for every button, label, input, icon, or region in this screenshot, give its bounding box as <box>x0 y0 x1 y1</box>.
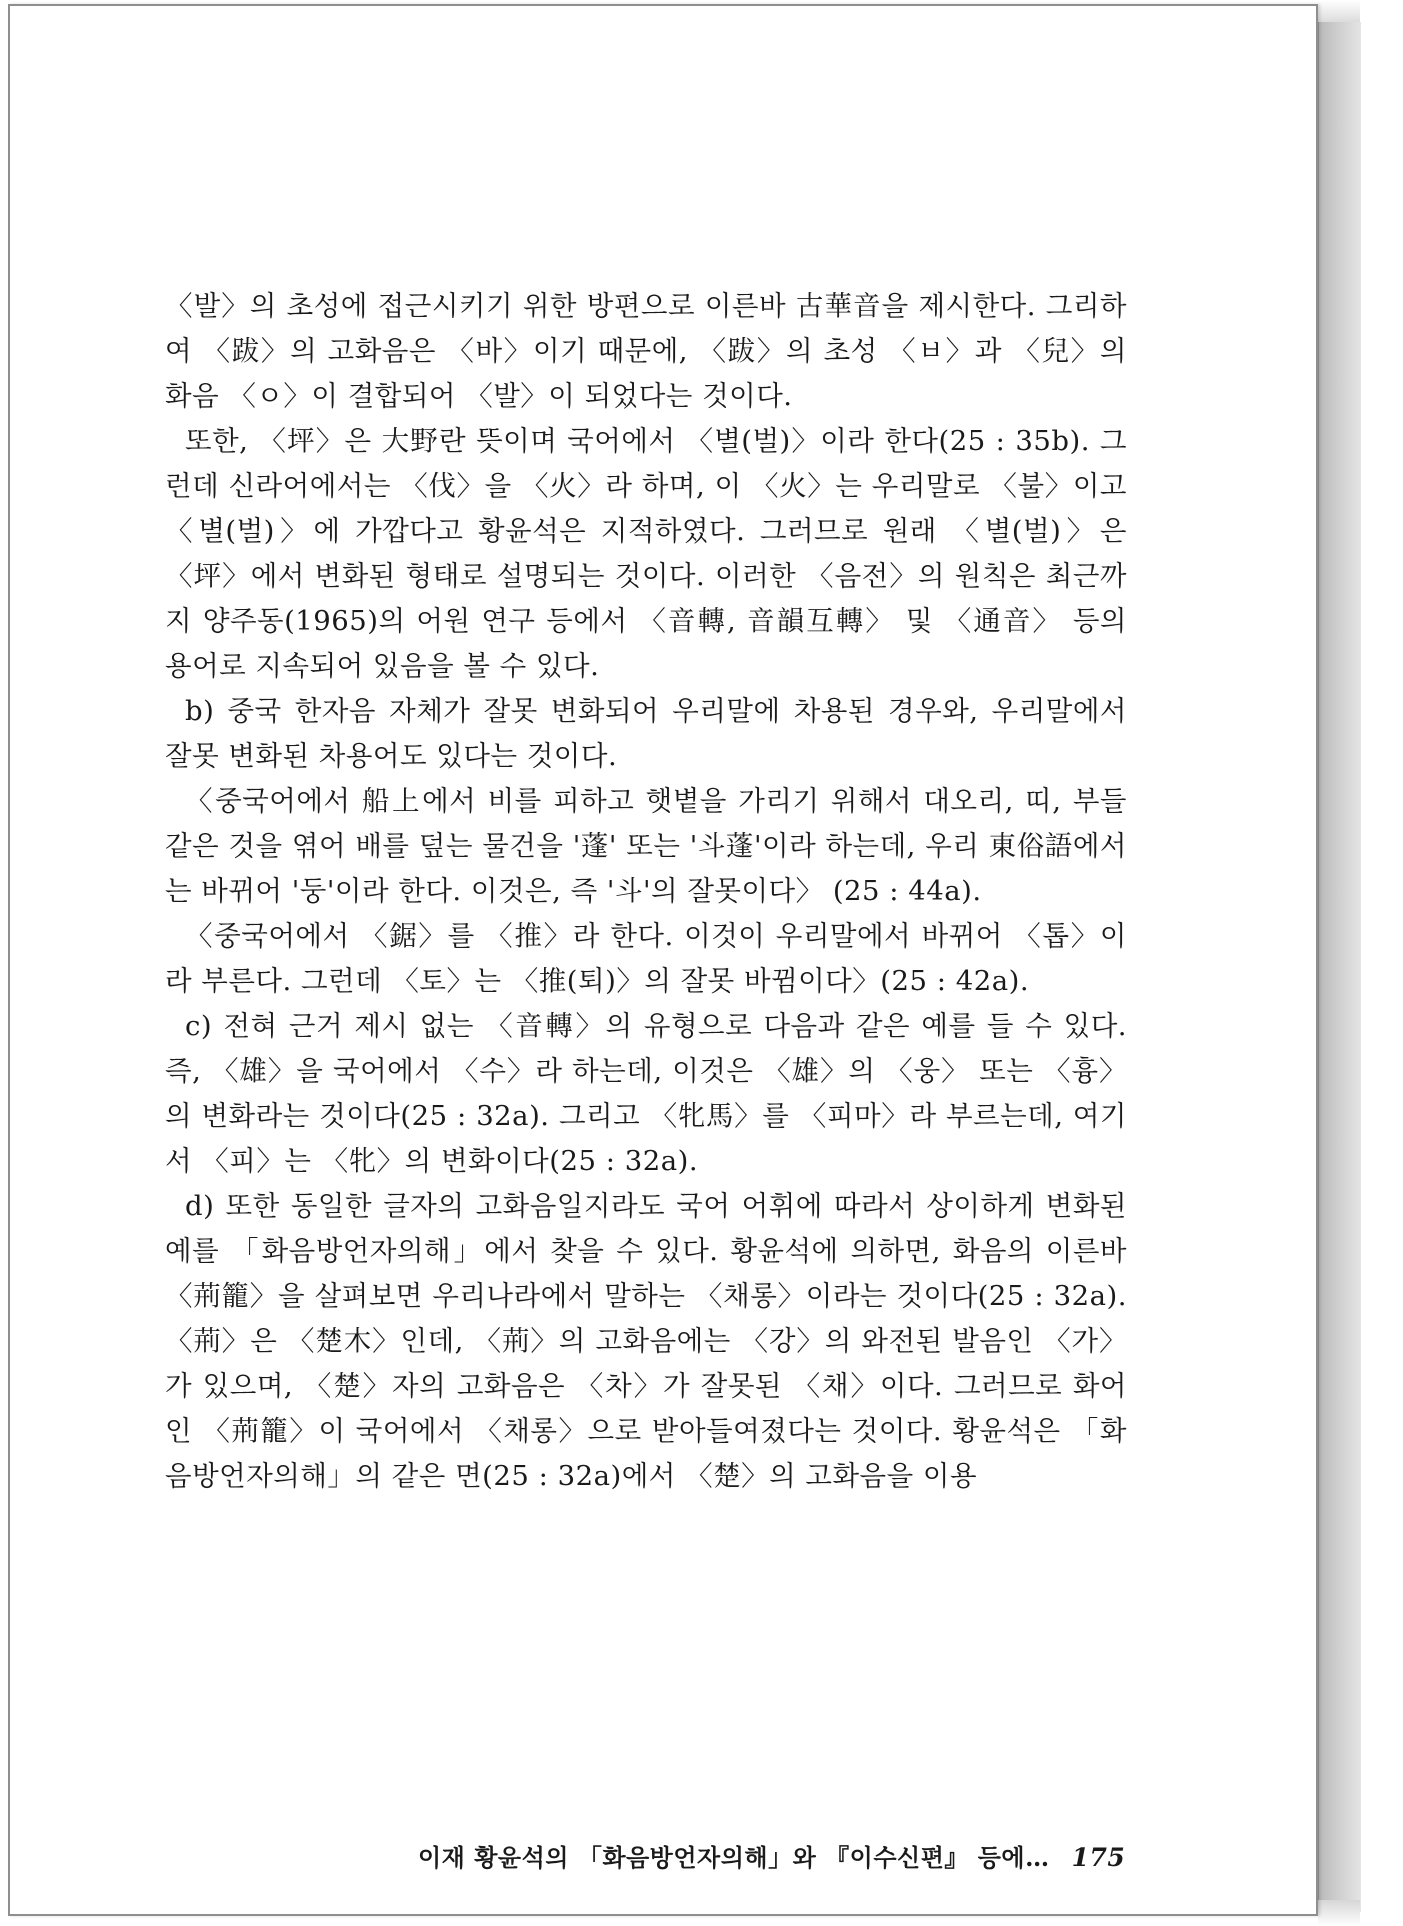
paragraph: c) 전혀 근거 제시 없는 〈音轉〉의 유형으로 다음과 같은 예를 들 수 있다. 즉, 〈雄〉을 국어에서 〈수〉라 하는데, 이것은 〈雄〉의 〈웅〉 또는 〈흉〉의 변화라는 것이다(25 : 32a). 그리고 〈牝馬〉를 〈피마〉라 부르는데, 여기서 〈피〉는 〈牝〉의 변화이다(25 : 32a). <box>165 1010 1127 1177</box>
body-text <box>165 284 1127 1499</box>
paragraph: b) 중국 한자음 자체가 잘못 변화되어 우리말에 차용된 경우와, 우리말에서 잘못 변화된 차용어도 있다는 것이다. <box>165 695 1127 772</box>
running-footer <box>418 1838 1125 1873</box>
book-edge-bottom <box>1318 1900 1360 1926</box>
paragraph: d) 또한 동일한 글자의 고화음일지라도 국어 어휘에 따라서 상이하게 변화된 예를 「화음방언자의해」에서 찾을 수 있다. 황윤석에 의하면, 화음의 이른바 〈荊籠〉을 살펴보면 우리나라에서 말하는 〈채롱〉이라는 것이다(25 : 32a). 〈荊〉은 〈楚木〉인데, 〈荊〉의 고화음에는 〈강〉의 와전된 발음인 〈가〉가 있으며, 〈楚〉자의 고화음은 〈차〉가 잘못된 〈채〉이다. 그러므로 화어인 〈荊籠〉이 국어에서 〈채롱〉으로 받아들여졌다는 것이다. 황윤석은 「화음방언자의해」의 같은 면(25 : 32a)에서 〈楚〉의 고화음을 이용 <box>165 1190 1127 1492</box>
book-edge-top <box>1318 0 1360 24</box>
page-number: 175 <box>1071 1843 1126 1872</box>
paragraph: 〈발〉의 초성에 접근시키기 위한 방편으로 이른바 古華音을 제시한다. 그리하여 〈跋〉의 고화음은 〈바〉이기 때문에, 〈跋〉의 초성 〈ㅂ〉과 〈兒〉의 화음 〈ㅇ〉이 결합되어 〈발〉이 되었다는 것이다. <box>165 290 1127 412</box>
book-edge <box>1318 22 1361 1912</box>
book-page <box>8 4 1318 1916</box>
paragraph: 또한, 〈坪〉은 大野란 뜻이며 국어에서 〈별(벌)〉이라 한다(25 : 35b). 그런데 신라어에서는 〈伐〉을 〈火〉라 하며, 이 〈火〉는 우리말로 〈불〉이고 〈별(벌)〉에 가깝다고 황윤석은 지적하였다. 그러므로 원래 〈별(벌)〉은 〈坪〉에서 변화된 형태로 설명되는 것이다. 이러한 〈음전〉의 원칙은 최근까지 양주동(1965)의 어원 연구 등에서 〈音轉, 音韻互轉〉 및 〈通音〉 등의 용어로 지속되어 있음을 볼 수 있다. <box>165 425 1127 682</box>
paragraph: 〈중국어에서 船上에서 비를 피하고 햇볕을 가리기 위해서 대오리, 띠, 부들 같은 것을 엮어 배를 덮는 물건을 '蓬' 또는 '斗蓬'이라 하는데, 우리 東俗語에서는 바뀌어 '둥'이라 한다. 이것은, 즉 '斗'의 잘못이다〉 (25 : 44a). <box>165 785 1127 907</box>
running-title: 이재 황윤석의 「화음방언자의해」와 『이수신편』 등에… <box>418 1843 1050 1872</box>
paragraph: 〈중국어에서 〈鋸〉를 〈推〉라 한다. 이것이 우리말에서 바뀌어 〈톱〉이라 부른다. 그런데 〈토〉는 〈推(퇴)〉의 잘못 바뀜이다〉(25 : 42a). <box>165 920 1127 997</box>
